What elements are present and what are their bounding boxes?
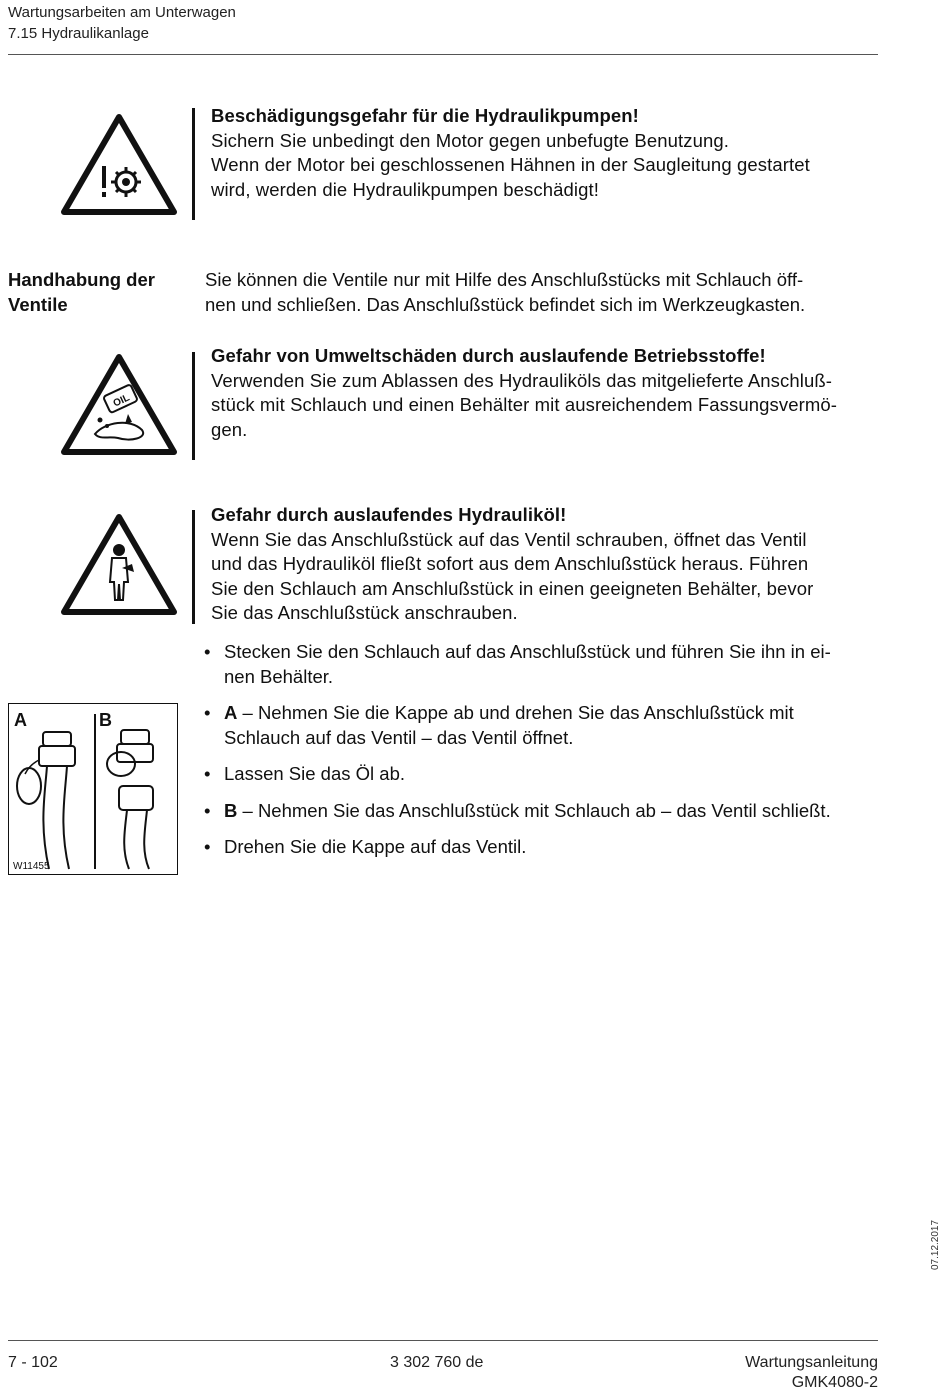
warning-line: Verwenden Sie zum Ablassen des Hydrauliköls das mitgelieferte Anschluß-	[211, 369, 832, 391]
warning-line: Wenn der Motor bei geschlossenen Hähnen in der Saugleitung gestartet	[211, 154, 810, 175]
footer-title: Wartungsanleitung	[745, 1354, 878, 1371]
section-body	[205, 268, 880, 317]
header-rule	[8, 54, 878, 55]
side-heading-line: Handhabung der	[8, 269, 155, 290]
side-heading	[8, 268, 155, 317]
warning-title: Gefahr durch auslaufendes Hydrauliköl!	[211, 504, 567, 525]
valve-illustration	[9, 704, 177, 874]
body-line: Sie können die Ventile nur mit Hilfe des Anschlußstücks mit Schlauch öff-	[205, 269, 804, 290]
warning-line: wird, werden die Hydraulikpumpen beschädigt!	[211, 178, 599, 200]
step-list	[204, 640, 884, 860]
list-item	[204, 835, 884, 860]
warning-line: Sie das Anschlußstück anschrauben.	[211, 602, 518, 623]
step-line: – Nehmen Sie die Kappe ab und drehen Sie das Anschlußstück mit	[237, 702, 794, 723]
figure-label-b: B	[99, 710, 112, 730]
warning-line: und das Hydrauliköl fließt sofort aus dem Anschlußstück heraus. Führen	[211, 553, 809, 574]
environment-hazard-icon	[60, 352, 178, 456]
warning-line: stück mit Schlauch und einen Behälter mit ausreichendem Fassungsvermö-	[211, 394, 838, 415]
footer-page-number: 7 - 102	[8, 1354, 58, 1371]
valve-figure	[8, 703, 178, 875]
footer-doc-title	[745, 1353, 878, 1393]
warning-environment	[211, 344, 881, 442]
footer-doc-number: 3 302 760 de	[390, 1354, 484, 1371]
side-date: 07.12.2017	[930, 1219, 941, 1270]
header-section: 7.15 Hydraulikanlage	[8, 25, 149, 42]
footer-model: GMK4080-2	[791, 1374, 878, 1391]
step-line: nen Behälter.	[224, 665, 334, 687]
step-label: A	[224, 702, 238, 723]
hydraulic-oil-hazard-icon	[60, 512, 178, 616]
step-line: • Lassen Sie das Öl ab.	[224, 763, 405, 784]
step-line: Schlauch auf das Ventil – das Ventil öffnet.	[224, 726, 574, 748]
warning-bar	[192, 108, 195, 220]
warning-line: gen.	[211, 418, 248, 440]
warning-line: Sie den Schlauch am Anschlußstück in einen geeigneten Behälter, bevor	[211, 577, 814, 599]
body-line: nen und schließen. Das Anschlußstück befindet sich im Werkzeugkasten.	[205, 293, 806, 315]
step-label: B	[224, 799, 238, 821]
footer-rule	[8, 1340, 878, 1341]
step-line: • Stecken Sie den Schlauch auf das Anschlußstück und führen Sie ihn in ei-	[224, 641, 831, 662]
list-item	[204, 701, 884, 750]
figure-label-a: A	[14, 710, 27, 730]
oil-label: OIL	[111, 392, 132, 410]
warning-hydraulic-oil	[211, 503, 881, 626]
list-item	[204, 640, 884, 689]
warning-title: Beschädigungsgefahr für die Hydraulikpumpen!	[211, 105, 639, 126]
header-chapter: Wartungsarbeiten am Unterwagen	[8, 4, 236, 21]
warning-bar	[192, 510, 195, 624]
warning-bar	[192, 352, 195, 460]
step-line: • Drehen Sie die Kappe auf das Ventil.	[224, 836, 527, 857]
warning-pump-damage-icon	[60, 112, 178, 216]
figure-code: W11455	[13, 861, 50, 872]
list-item	[204, 799, 884, 824]
warning-line: Sichern Sie unbedingt den Motor gegen unbefugte Benutzung.	[211, 129, 730, 151]
step-line: – Nehmen Sie das Anschlußstück mit Schlauch ab – das Ventil schließt.	[237, 799, 831, 821]
list-item	[204, 762, 884, 787]
side-heading-line: Ventile	[8, 293, 68, 315]
warning-title: Gefahr von Umweltschäden durch auslaufende Betriebsstoffe!	[211, 345, 766, 366]
warning-pump-damage	[211, 104, 881, 202]
warning-line: Wenn Sie das Anschlußstück auf das Ventil schrauben, öffnet das Ventil	[211, 528, 807, 550]
